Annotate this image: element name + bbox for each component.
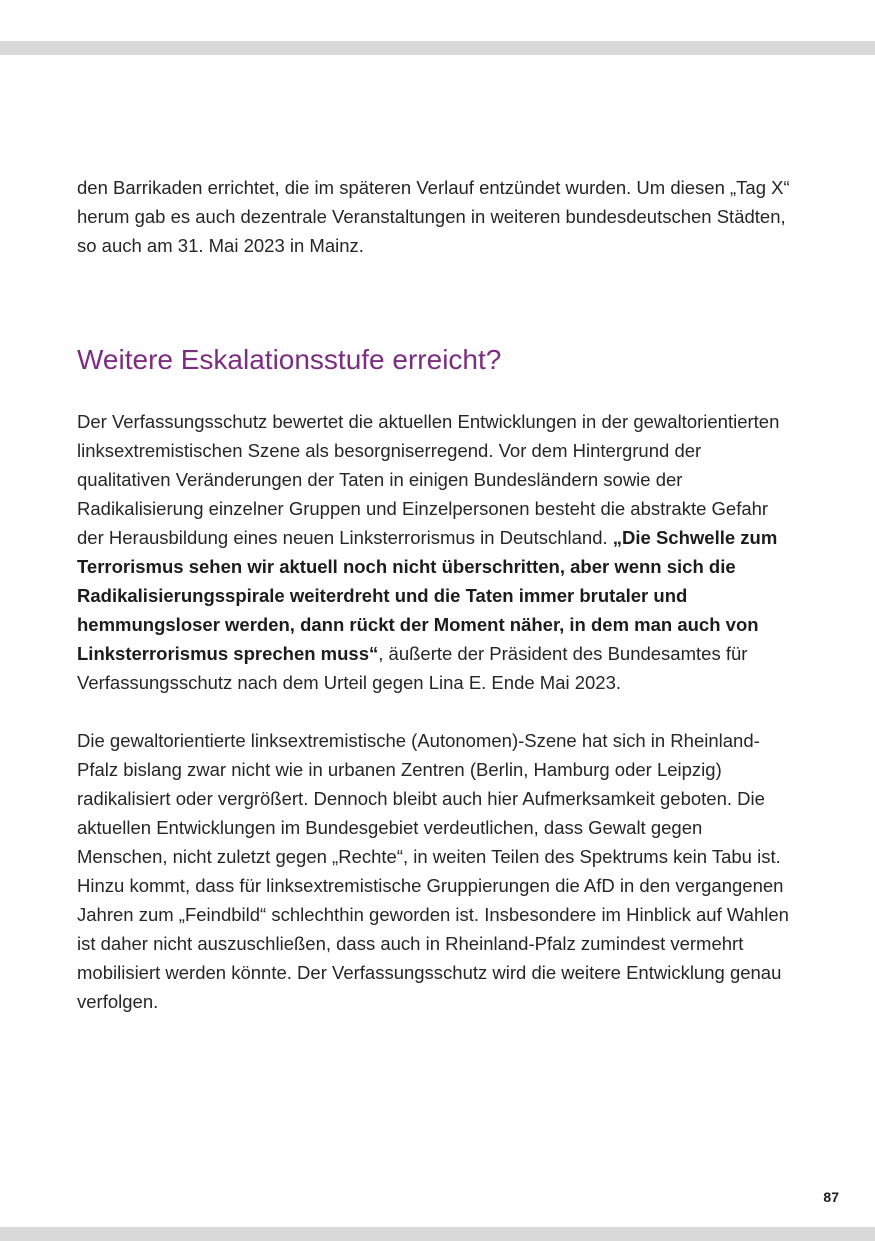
intro-paragraph: den Barrikaden errichtet, die im späteren Verlauf entzündet wurden. Um diesen „Tag X“ herum gab es auch dezentrale Veranstaltungen in weiteren bundesdeutschen Städten, so auch am 31. Mai 2023 in Mainz. (77, 177, 790, 256)
page-number: 87 (823, 1189, 839, 1205)
bottom-divider (0, 1227, 875, 1241)
assessment-text-before-quote: Der Verfassungsschutz bewertet die aktuellen Entwicklungen in der gewaltorientierten linksextremistischen Szene als besorgniserregend. Vor dem Hintergrund der qualitativen Veränderungen der Taten in einigen Bundesländern sowie der Radikalisierung einzelner Gruppen und Einzelpersonen besteht die abstrakte Gefahr der Herausbildung eines neuen Linksterrorismus in Deutschland. (77, 411, 780, 548)
assessment-paragraph (77, 407, 793, 697)
section-heading: Weitere Eskalationsstufe erreicht? (77, 344, 502, 375)
president-quote-bold: „Die Schwelle zum Terrorismus sehen wir aktuell noch nicht überschritten, aber wenn sich die Radikalisierungsspirale weiterdreht und die Taten immer brutaler und hemmungsloser werden, dann rückt der Moment näher, in dem man auch von Linksterrorismus sprechen muss“ (77, 527, 778, 664)
assessment-text-after-quote: , äußerte der Präsident des Bundesamtes für Verfassungsschutz nach dem Urteil gegen Lina E. Ende Mai 2023. (77, 643, 748, 693)
page-content (77, 0, 793, 1016)
rlp-paragraph: Die gewaltorientierte linksextremistische (Autonomen)-Szene hat sich in Rheinland-Pfalz bislang zwar nicht wie in urbanen Zentren (Berlin, Hamburg oder Leipzig) radikalisiert oder vergrößert. Dennoch bleibt auch hier Aufmerksamkeit geboten. Die aktuellen Entwicklungen im Bundesgebiet verdeutlichen, dass Gewalt gegen Menschen, nicht zuletzt gegen „Rechte“, in weiten Teilen des Spektrums kein Tabu ist. Hinzu kommt, dass für linksextremistische Gruppierungen die AfD in den vergangenen Jahren zum „Feindbild“ schlechthin geworden ist. Insbesondere im Hinblick auf Wahlen ist daher nicht auszuschließen, dass auch in Rheinland-Pfalz zumindest vermehrt mobilisiert werden könnte. Der Verfassungsschutz wird die weitere Entwicklung genau verfolgen. (77, 730, 789, 1012)
